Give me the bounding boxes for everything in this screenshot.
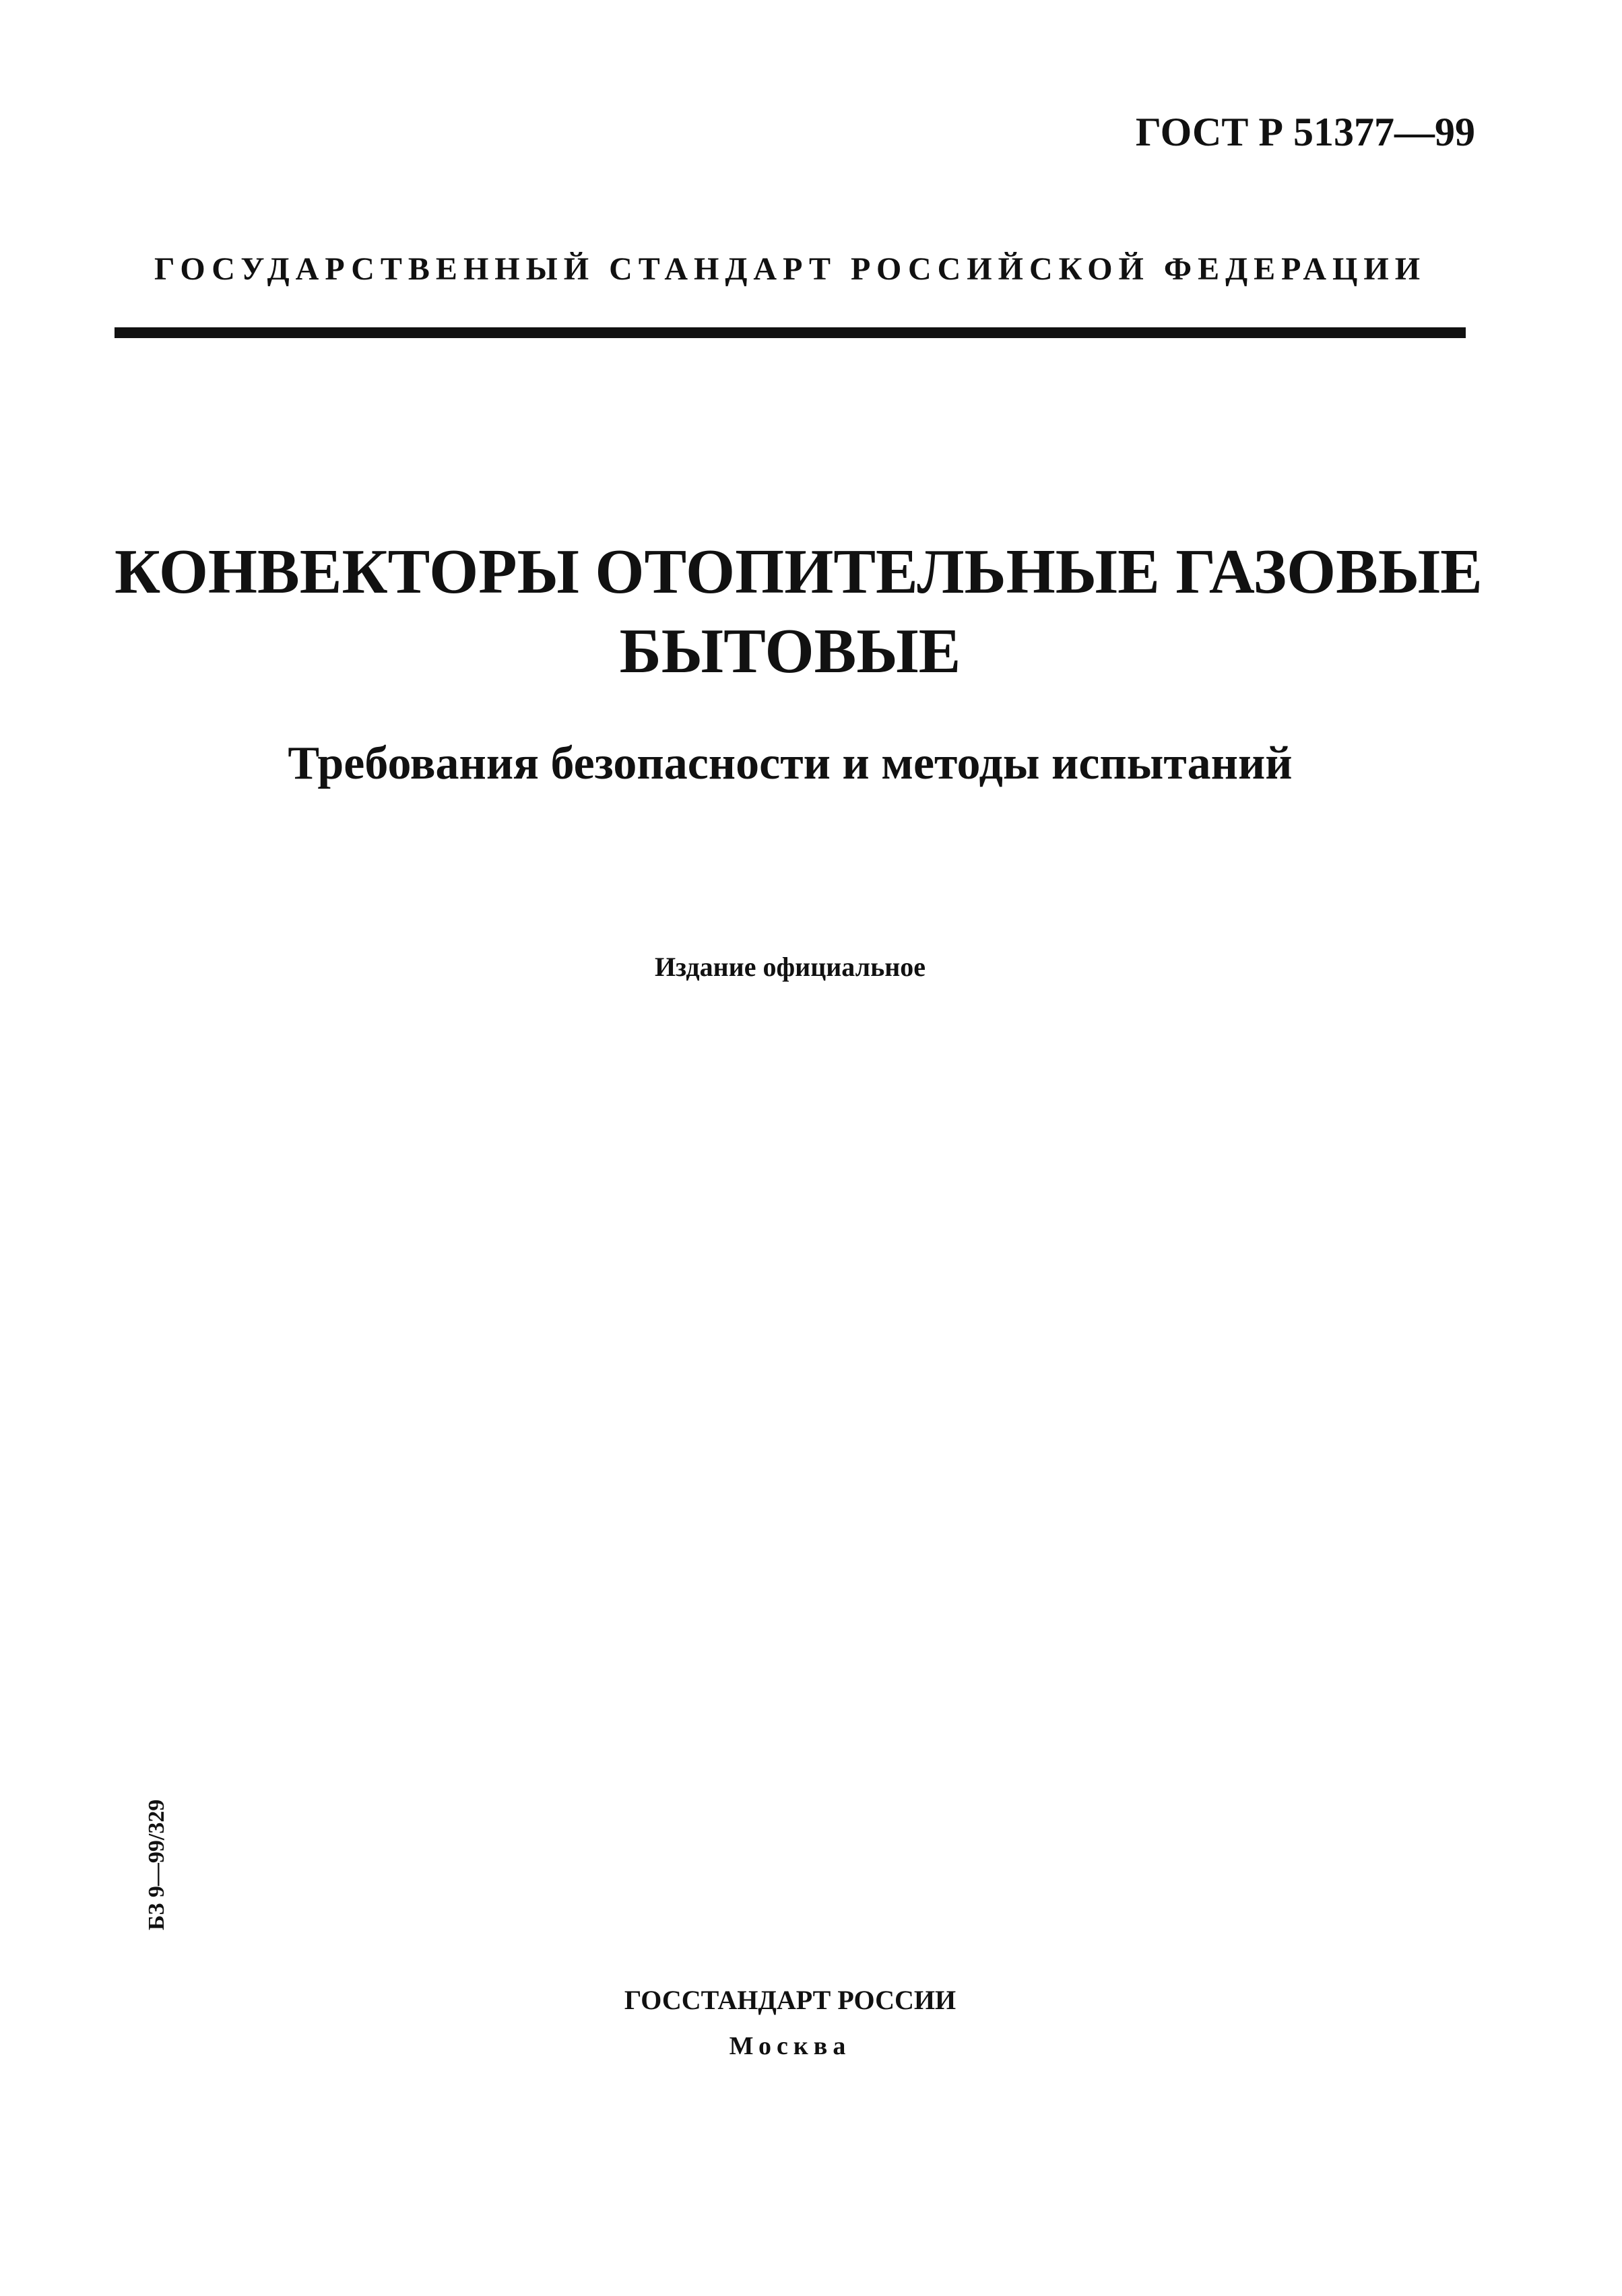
- title-line-2: БЫТОВЫЕ: [619, 616, 961, 686]
- publication-city: Москва: [729, 2032, 851, 2060]
- edition-label: Издание официальное: [654, 952, 926, 982]
- document-number: ГОСТ Р 51377—99: [1135, 110, 1475, 154]
- side-code: БЗ 9—99/329: [144, 1799, 169, 1930]
- document-title: [115, 532, 1483, 691]
- state-standard-header: ГОСУДАРСТВЕННЫЙ СТАНДАРТ РОССИЙСКОЙ ФЕДЕРАЦИИ: [154, 251, 1427, 287]
- document-subtitle: Требования безопасности и методы испытаний: [288, 737, 1293, 789]
- header-rule: [115, 327, 1466, 338]
- title-line-1: КОНВЕКТОРЫ ОТОПИТЕЛЬНЫЕ ГАЗОВЫЕ: [115, 537, 1483, 607]
- publisher-name: ГОССТАНДАРТ РОССИИ: [624, 1985, 956, 2015]
